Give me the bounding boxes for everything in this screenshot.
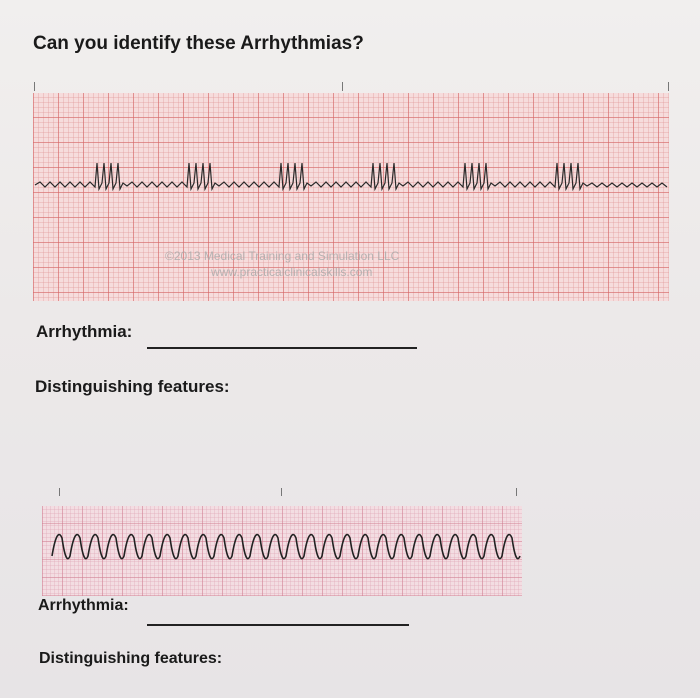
watermark-url: www.practicalclinicalskills.com [211, 265, 373, 279]
answer-line-2[interactable] [147, 624, 409, 626]
ecg-strip-1 [33, 93, 669, 301]
marker-tick [668, 82, 669, 91]
page-title: Can you identify these Arrhythmias? [33, 33, 364, 54]
marker-tick [281, 488, 282, 496]
arrhythmia-label-2: Arrhythmia: [38, 597, 129, 614]
ecg-waveform-2 [52, 535, 520, 559]
marker-tick [34, 82, 35, 91]
answer-line-1[interactable] [147, 347, 417, 349]
ecg-waveform-1 [35, 163, 667, 189]
ecg-trace-2 [42, 506, 522, 596]
ecg-strip-2 [42, 506, 522, 596]
marker-tick [516, 488, 517, 496]
marker-tick [59, 488, 60, 496]
marker-tick [342, 82, 343, 91]
watermark-copyright: ©2013 Medical Training and Simulation LLC [165, 249, 400, 263]
arrhythmia-label-1: Arrhythmia: [36, 322, 133, 341]
features-label-2: Distinguishing features: [39, 650, 223, 667]
features-label-1: Distinguishing features: [35, 377, 230, 396]
